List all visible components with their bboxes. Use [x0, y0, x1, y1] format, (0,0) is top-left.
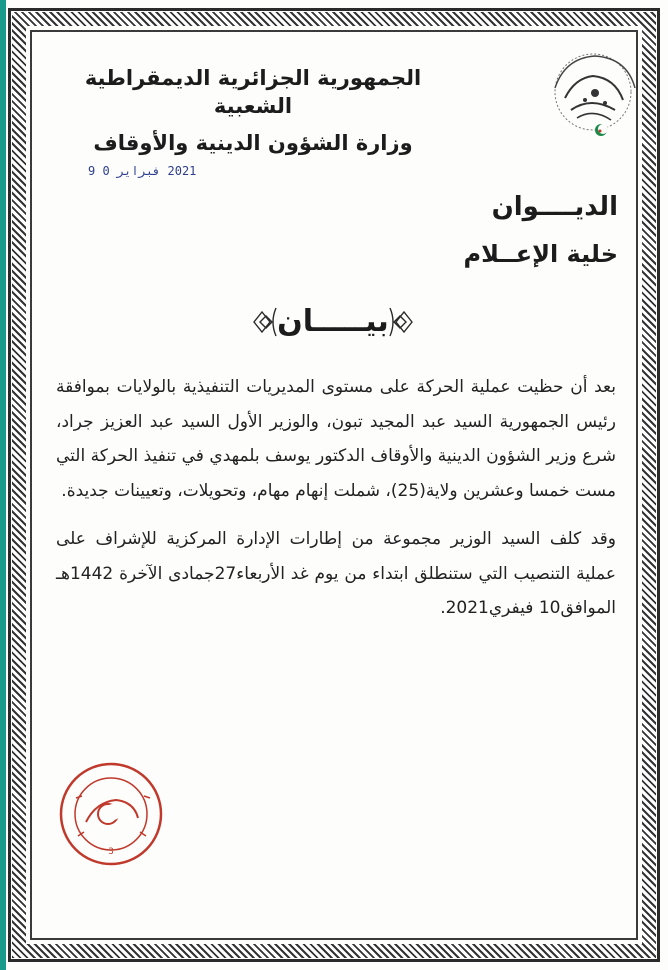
stamp-number: 3: [108, 847, 114, 857]
office-divan: الديــــوان: [491, 192, 618, 222]
body-paragraph-1: بعد أن حظيت عملية الحركة على مستوى المديريات التنفيذية بالولايات بموافقة رئيس الجمهورية السيد عبد المجيد تبون، والوزير الأول السيد عبد العزيز جراد، شرع وزير الشؤون الدينية والأوقاف الدكتور يوسف بلمهدي في تنفيذ الحركة التي مست خمسا وعشرين ولاية(25)، شملت إنهام مهام، وتحويلات، وتعيينات جديدة.: [56, 377, 616, 501]
statement-title-text: بيـــــان: [277, 304, 389, 339]
body-paragraph-2: وقد كلف السيد الوزير مجموعة من إطارات الإدارة المركزية للإشراف على عملية التنصيب التي ستنطلق ابتداء من يوم غد الأربعاء27جمادى الآخرة 1442هـ الموافق10 فيفري2021.: [56, 529, 616, 618]
statement-body: [56, 370, 616, 626]
date-stamp: 2021 فبراير 0 9: [88, 164, 197, 178]
ministry-emblem-icon: [535, 48, 647, 144]
republic-name: الجمهورية الجزائرية الديمقراطية الشعبية: [84, 66, 422, 118]
ministry-name: وزارة الشؤون الدينية والأوقاف: [93, 131, 413, 155]
office-information-cell: خلية الإعــلام: [463, 240, 618, 268]
scan-edge: [0, 0, 6, 970]
official-stamp-icon: [56, 758, 166, 870]
header: [53, 64, 453, 158]
statement-title: [250, 298, 416, 346]
